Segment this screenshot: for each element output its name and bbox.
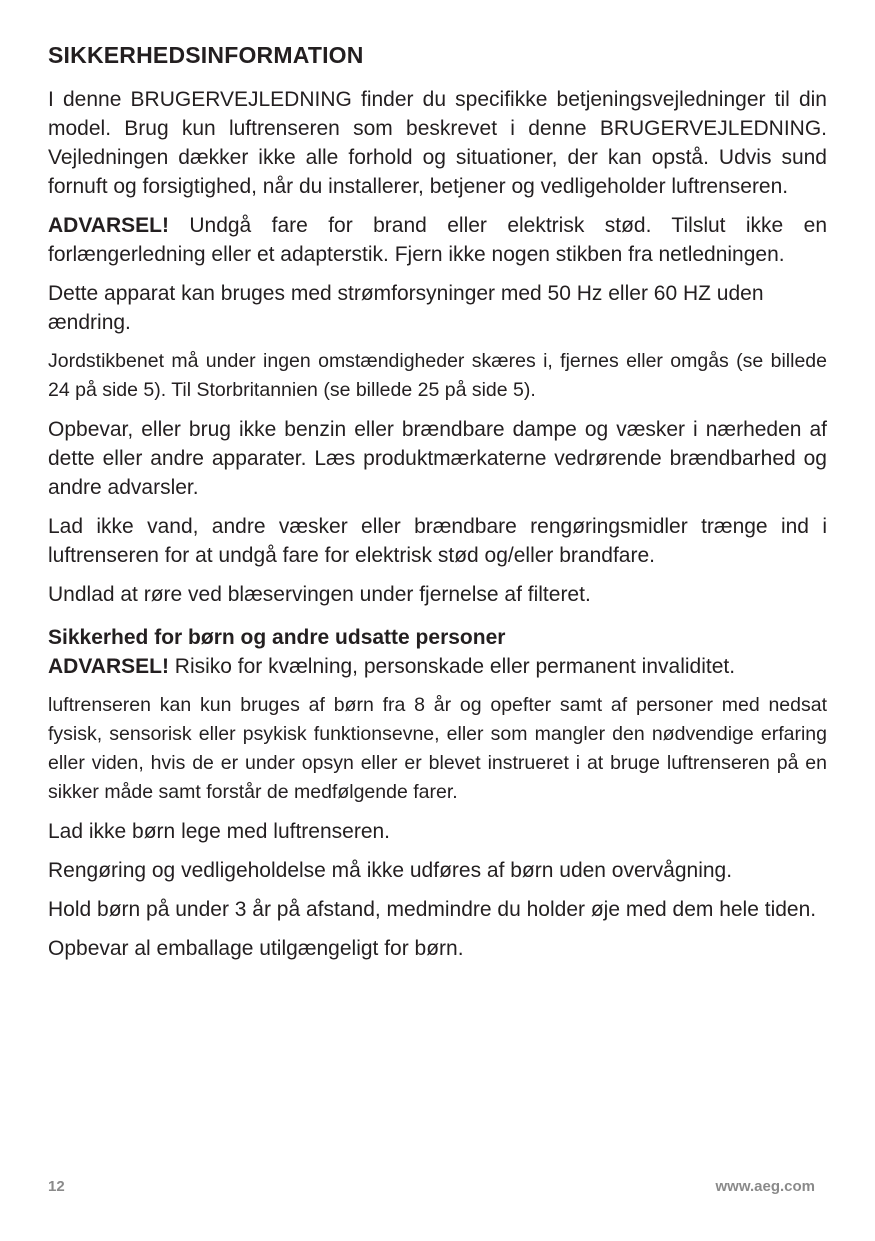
children-play-paragraph: Lad ikke børn lege med luftrenseren. xyxy=(48,820,391,843)
children-usage-paragraph: luftrenseren kan kun bruges af børn fra 8 år og opefter samt af personer med nedsat fysisk, sensorisk eller psykisk funktionsevne, eller som mangler den nødvendige erfaring eller viden, hvis de er under opsyn eller er blevet instrueret i at bruge luftrenseren på en sikker måde samt forstår de medfølgende farer. xyxy=(48,694,827,803)
children-cleaning-paragraph: Rengøring og vedligeholdelse må ikke udføres af børn uden overvågning. xyxy=(48,859,733,882)
warning-label: ADVARSEL! xyxy=(48,214,169,237)
liquids-paragraph: Lad ikke vand, andre væsker eller brændbare rengøringsmidler trænge ind i luftrenseren for at undgå fare for elektrisk stød og/eller brandfare. xyxy=(48,515,827,567)
children-warning-label: ADVARSEL! xyxy=(48,655,169,678)
warning-paragraph xyxy=(48,211,827,269)
children-subheading: Sikkerhed for børn og andre udsatte personer xyxy=(48,626,506,649)
packaging-paragraph: Opbevar al emballage utilgængeligt for børn. xyxy=(48,937,464,960)
page-number: 12 xyxy=(48,1178,65,1195)
intro-paragraph: I denne BRUGERVEJLEDNING finder du specifikke betjeningsvejledninger til din model. Brug kun luftrenseren som beskrevet i denne BRUGERVEJLEDNING. Vejledningen dækker ikke alle forhold og situationer, der kan opstå. Udvis sund fornuft og forsigtighed, når du installerer, betjener og vedligeholder luftrenseren. xyxy=(48,88,827,198)
children-warning-paragraph xyxy=(48,652,827,681)
flammable-paragraph: Opbevar, eller brug ikke benzin eller brændbare dampe og væsker i nærheden af dette eller andre apparater. Læs produktmærkaterne vedrørende brændbarhed og andre advarsler. xyxy=(48,418,827,499)
children-distance-paragraph: Hold børn på under 3 år på afstand, medmindre du holder øje med dem hele tiden. xyxy=(48,898,817,921)
page-title: SIKKERHEDSINFORMATION xyxy=(48,42,364,68)
document-page xyxy=(48,42,827,973)
power-supply-paragraph: Dette apparat kan bruges med strømforsyninger med 50 Hz eller 60 HZ uden ændring. xyxy=(48,282,764,334)
website-link[interactable]: www.aeg.com xyxy=(715,1178,815,1195)
warning-text: Undgå fare for brand eller elektrisk stød. Tilslut ikke en forlængerledning eller et adapterstik. Fjern ikke nogen stikben fra netledningen. xyxy=(48,214,827,266)
fan-wing-paragraph: Undlad at røre ved blæservingen under fjernelse af filteret. xyxy=(48,583,591,606)
children-warning-text: Risiko for kvælning, personskade eller permanent invaliditet. xyxy=(168,655,736,678)
ground-pin-paragraph: Jordstikbenet må under ingen omstændigheder skæres i, fjernes eller omgås (se billede 24 på side 5). Til Storbritannien (se billede 25 på side 5). xyxy=(48,350,827,401)
